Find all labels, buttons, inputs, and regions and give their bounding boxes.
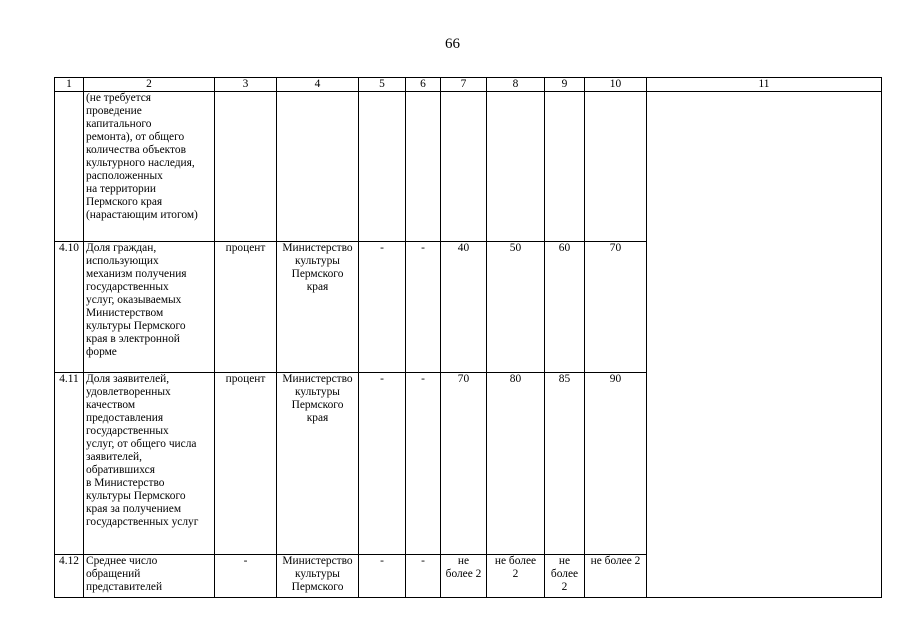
cell-line: Пермского	[291, 268, 344, 280]
cell-line: Пермского	[291, 581, 344, 593]
row-number: 4.12	[55, 555, 84, 598]
header-cell: 4	[277, 78, 359, 92]
header-row	[55, 78, 882, 92]
page-number: 66	[445, 36, 460, 52]
cell-line: культуры	[295, 386, 340, 398]
indicator-name	[84, 242, 215, 373]
header-cell: 2	[84, 78, 215, 92]
cell-line: государственных	[86, 281, 169, 293]
cell-line: Пермского	[291, 399, 344, 411]
responsible-org	[277, 373, 359, 555]
value-col9	[545, 92, 585, 242]
unit-cell: -	[215, 555, 277, 598]
cell-line: обращений	[86, 568, 141, 580]
cell-line: форме	[86, 346, 117, 358]
cell-line: Министерство	[282, 373, 353, 385]
value-col9: 85	[545, 373, 585, 555]
value-col8: 50	[487, 242, 545, 373]
cell-line: Доля граждан,	[86, 242, 157, 254]
header-cell: 3	[215, 78, 277, 92]
value-col7	[441, 92, 487, 242]
cell-line: расположенных	[86, 170, 163, 182]
cell-line: (не требуется	[86, 92, 152, 104]
cell-line: культуры Пермского	[86, 490, 186, 502]
row-number: 4.11	[55, 373, 84, 555]
cell-line: Пермского края	[86, 196, 163, 208]
cell-line: более 2	[550, 568, 579, 593]
indicator-name	[84, 555, 215, 598]
cell-line: государственных услуг	[86, 516, 199, 528]
cell-line: Доля заявителей,	[86, 373, 170, 385]
cell-line: заявителей,	[86, 451, 142, 463]
header-cell: 1	[55, 78, 84, 92]
value-col9: 60	[545, 242, 585, 373]
row-number	[55, 92, 84, 242]
cell-line: края	[306, 412, 329, 424]
cell-line: в Министерство	[86, 477, 165, 489]
cell-line: на территории	[86, 183, 156, 195]
value-col10: 90	[585, 373, 647, 555]
header-cell: 10	[585, 78, 647, 92]
cell-line: услуг, от общего числа	[86, 438, 197, 450]
indicator-name	[84, 92, 215, 242]
header-cell: 5	[359, 78, 406, 92]
header-cell: 7	[441, 78, 487, 92]
value-col9	[545, 555, 585, 598]
row-number: 4.10	[55, 242, 84, 373]
value-col6: -	[406, 242, 441, 373]
indicators-table	[54, 77, 882, 598]
cell-line: механизм получения	[86, 268, 187, 280]
value-col7: 70	[441, 373, 487, 555]
value-col8	[487, 92, 545, 242]
cell-line: Среднее число	[86, 555, 158, 567]
cell-line: использующих	[86, 255, 159, 267]
cell-line: не	[558, 555, 571, 567]
cell-line: удовлетворенных	[86, 386, 171, 398]
value-col10	[585, 555, 647, 598]
responsible-org	[277, 555, 359, 598]
unit-cell: процент	[215, 373, 277, 555]
value-col6: -	[406, 373, 441, 555]
value-col10	[585, 92, 647, 242]
header-cell: 9	[545, 78, 585, 92]
value-col5	[359, 92, 406, 242]
notes-column	[647, 92, 882, 598]
cell-line: более 2	[445, 568, 482, 580]
cell-line: Министерством	[86, 307, 164, 319]
unit-cell	[215, 92, 277, 242]
cell-line: капитального	[86, 118, 152, 130]
cell-line: края в электронной	[86, 333, 180, 345]
header-cell: 8	[487, 78, 545, 92]
cell-line: количества объектов	[86, 144, 186, 156]
cell-line: ремонта), от общего	[86, 131, 185, 143]
value-col5: -	[359, 555, 406, 598]
responsible-org	[277, 242, 359, 373]
cell-line: (нарастающим итогом)	[86, 209, 198, 221]
cell-line: проведение	[86, 105, 142, 117]
cell-line: не более 2	[590, 555, 641, 567]
table-row	[55, 92, 882, 242]
header-cell: 11	[647, 78, 882, 92]
value-col5: -	[359, 373, 406, 555]
cell-line: 2	[512, 568, 519, 580]
value-col5: -	[359, 242, 406, 373]
cell-line: культуры	[295, 568, 340, 580]
cell-line: не	[457, 555, 470, 567]
header-cell: 6	[406, 78, 441, 92]
cell-line: Министерство	[282, 555, 353, 567]
cell-line: культуры	[295, 255, 340, 267]
value-col8: 80	[487, 373, 545, 555]
cell-line: культурного наследия,	[86, 157, 195, 169]
indicator-name	[84, 373, 215, 555]
value-col10: 70	[585, 242, 647, 373]
cell-line: культуры Пермского	[86, 320, 186, 332]
cell-line: обратившихся	[86, 464, 155, 476]
value-col8	[487, 555, 545, 598]
cell-line: представителей	[86, 581, 163, 593]
cell-line: предоставления	[86, 412, 164, 424]
cell-line: края	[306, 281, 329, 293]
cell-line: не более	[494, 555, 537, 567]
unit-cell: процент	[215, 242, 277, 373]
cell-line: услуг, оказываемых	[86, 294, 182, 306]
cell-line: государственных	[86, 425, 169, 437]
cell-line: качеством	[86, 399, 136, 411]
cell-line: края за получением	[86, 503, 182, 515]
value-col6	[406, 92, 441, 242]
value-col7: 40	[441, 242, 487, 373]
value-col6: -	[406, 555, 441, 598]
responsible-org	[277, 92, 359, 242]
cell-line: Министерство	[282, 242, 353, 254]
value-col7	[441, 555, 487, 598]
